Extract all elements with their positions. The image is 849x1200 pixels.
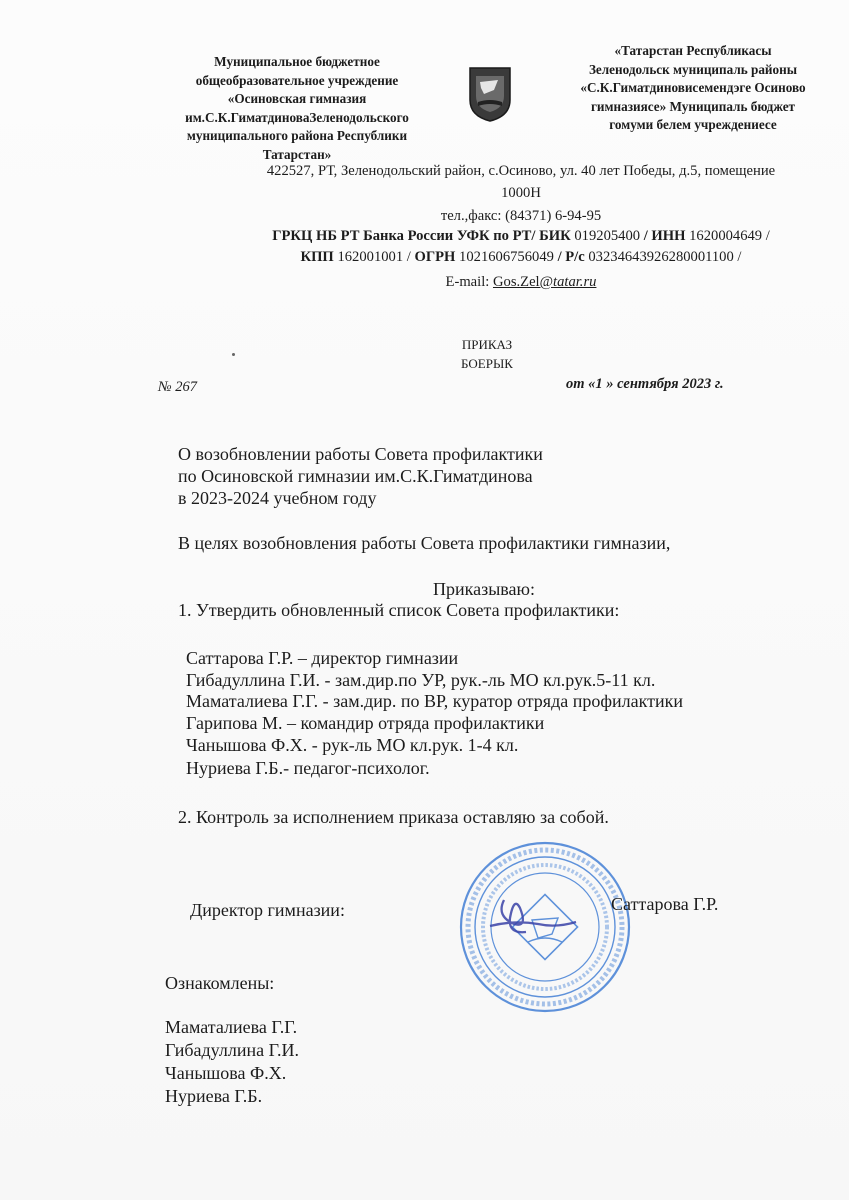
kpp-label: КПП bbox=[300, 249, 334, 265]
email-domain: tatar.ru bbox=[553, 274, 597, 290]
rs-label: / Р/с bbox=[557, 249, 585, 265]
subject-line: по Осиновской гимназии им.С.К.Гиматдинова bbox=[178, 466, 533, 486]
order-title-tt: БОЕРЫК bbox=[461, 356, 513, 371]
header-left-line: Татарстан» bbox=[262, 146, 332, 162]
header-left-line: общеобразовательное учреждение bbox=[195, 72, 399, 88]
acknowledged-name: Гибадуллина Г.И. bbox=[165, 1040, 299, 1060]
header-right-org-name bbox=[574, 42, 812, 135]
kpp-value: 162001001 / bbox=[337, 249, 411, 265]
member-line: Гарипова М. – командир отряда профилактики bbox=[186, 713, 545, 733]
address-line-cont: 1000Н bbox=[501, 185, 541, 201]
order-word: Приказываю: bbox=[433, 579, 535, 599]
coat-of-arms-icon bbox=[468, 66, 512, 122]
member-line: Чанышова Ф.Х. - рук-ль МО кл.рук. 1-4 кл. bbox=[186, 735, 519, 755]
ogrn-value: 1021606756049 bbox=[459, 249, 554, 265]
email-label: E-mail: bbox=[445, 274, 490, 290]
acknowledged-name: Нуриева Г.Б. bbox=[165, 1086, 263, 1106]
bank-details-line bbox=[215, 226, 827, 247]
signature-title: Директор гимназии: bbox=[190, 900, 345, 920]
signature-name: Саттарова Г.Р. bbox=[611, 894, 719, 914]
member-line: Саттарова Г.Р. – директор гимназии bbox=[186, 648, 459, 668]
member-line: Гибадуллина Г.И. - зам.дир.по УР, рук.-ль МО кл.рук.5-11 кл. bbox=[186, 670, 656, 690]
header-left-line: муниципального района Республики bbox=[186, 128, 408, 143]
subject-line: О возобновлении работы Совета профилактики bbox=[178, 444, 543, 464]
member-line: Маматалиева Г.Г. - зам.дир. по ВР, куратор отряда профилактики bbox=[186, 691, 684, 711]
email-user: Gos.Zel@ bbox=[492, 274, 554, 290]
order-date: от «1 » сентября 2023 г. bbox=[566, 376, 724, 392]
address-line: 422527, РТ, Зеленодольский район, с.Осиново, ул. 40 лет Победы, д.5, помещение bbox=[266, 163, 776, 179]
header-left-line: Муниципальное бюджетное bbox=[214, 54, 380, 69]
header-left-line: «Осиновская гимназия bbox=[227, 91, 367, 106]
bik-value: 019205400 bbox=[574, 228, 641, 244]
order-title-ru: ПРИКАЗ bbox=[461, 337, 513, 352]
header-right-line: гомуми белем учреждениесе bbox=[609, 117, 777, 132]
member-line: Нуриева Г.Б.- педагог-психолог. bbox=[186, 758, 430, 778]
registration-line bbox=[215, 247, 827, 268]
phone-line: тел.,факс: (84371) 6-94-95 bbox=[440, 208, 602, 224]
header-right-line: «С.К.Гиматдиновисемендэге Осиново bbox=[580, 80, 806, 95]
ogrn-label: ОГРН bbox=[414, 249, 456, 265]
email-link[interactable] bbox=[493, 274, 596, 290]
item-1: 1. Утвердить обновленный список Совета профилактики: bbox=[178, 600, 620, 620]
inn-value: 1620004649 / bbox=[689, 228, 770, 244]
intro-paragraph: В целях возобновления работы Совета профилактики гимназии, bbox=[178, 533, 671, 553]
subject-line: в 2023-2024 учебном году bbox=[178, 488, 377, 508]
header-right-line: «Татарстан Республикасы bbox=[614, 43, 772, 58]
header-left-line: им.С.К.ГиматдиноваЗеленодольского bbox=[185, 109, 409, 125]
item-2: 2. Контроль за исполнением приказа оставляю за собой. bbox=[178, 807, 609, 827]
bank-prefix: ГРКЦ НБ РТ Банка России УФК по РТ/ БИК bbox=[272, 228, 571, 244]
inn-label: / ИНН bbox=[643, 228, 686, 244]
email-line bbox=[215, 272, 827, 293]
speck bbox=[232, 353, 235, 356]
header-right-line: Зеленодольск муниципаль районы bbox=[588, 61, 798, 77]
order-subject bbox=[178, 443, 543, 509]
acknowledged-name: Чанышова Ф.Х. bbox=[165, 1063, 287, 1083]
order-number: № 267 bbox=[158, 379, 198, 395]
acknowledged-title: Ознакомлены: bbox=[165, 973, 275, 993]
official-seal-stamp bbox=[456, 838, 634, 1016]
rs-value: 03234643926280001100 / bbox=[588, 249, 742, 265]
acknowledged-name: Маматалиева Г.Г. bbox=[165, 1017, 298, 1037]
header-left-org-name bbox=[168, 53, 426, 164]
header-right-line: гимназиясе» Муниципаль бюджет bbox=[590, 98, 796, 114]
